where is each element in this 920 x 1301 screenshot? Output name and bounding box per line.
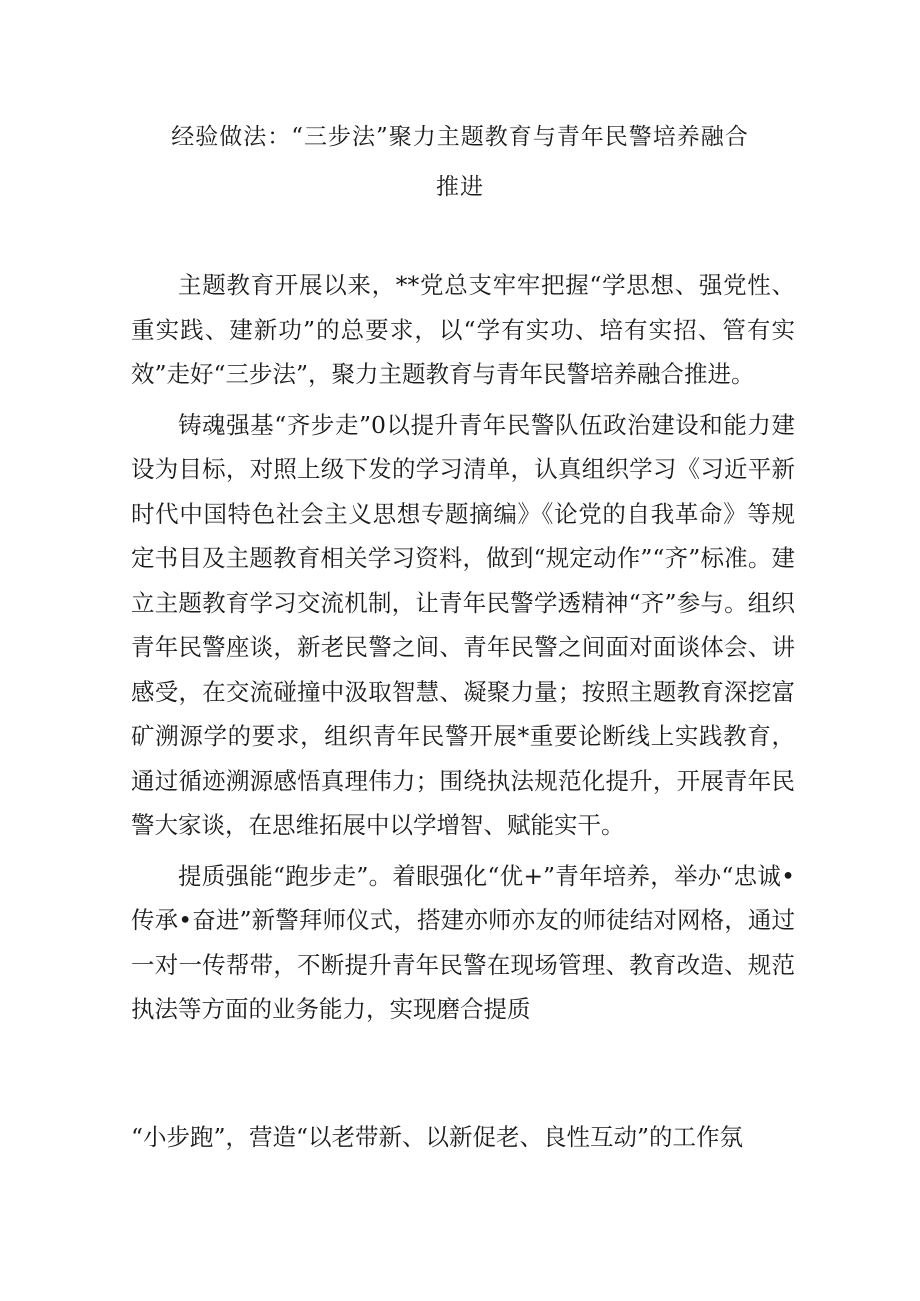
paragraph-intro: 主题教育开展以来，**党总支牢牢把握“学思想、强党性、重实践、建新功”的总要求，以“学有实功、培有实招、管有实效”走好“三步法”，聚力主题教育与青年民警培养融合推进。 [131,271,795,388]
document-body [131,263,795,1038]
document-title-line-1: 经验做法：“三步法”聚力主题教育与青年民警培养融合 [171,124,749,150]
paragraph-step-two: 提质强能“跑步走”。着眼强化“优+”青年培养，举办“忠诚•传承•奋进”新警拜师仪式，搭建亦师亦友的师徒结对网格，通过一对一传帮带，不断提升青年民警在现场管理、教育改造、规范执法等方面的业务能力，实现磨合提质 [131,861,795,1023]
paragraph-step-one: 铸魂强基“齐步走”0以提升青年民警队伍政治建设和能力建设为目标，对照上级下发的学习清单，认真组织学习《习近平新时代中国特色社会主义思想专题摘编》《论党的自我革命》等规定书目及主题教育相关学习资料，做到“规定动作”“齐”标准。建立主题教育学习交流机制，让青年民警学透精神“齐”参与。组织青年民警座谈，新老民警之间、青年民警之间面对面谈体会、讲感受，在交流碰撞中汲取智慧、凝聚力量；按照主题教育深挖富矿溯源学的要求，组织青年民警开展*重要论断线上实践教育，通过循迹溯源感悟真理伟力；围绕执法规范化提升，开展青年民警大家谈，在思维拓展中以学增智、赋能实干。 [131,410,795,839]
paragraph-continuation: “小步跑”，营造“以老带新、以新促老、良性互动”的工作氛 [131,1123,744,1151]
document-title-line-2: 推进 [436,174,484,200]
